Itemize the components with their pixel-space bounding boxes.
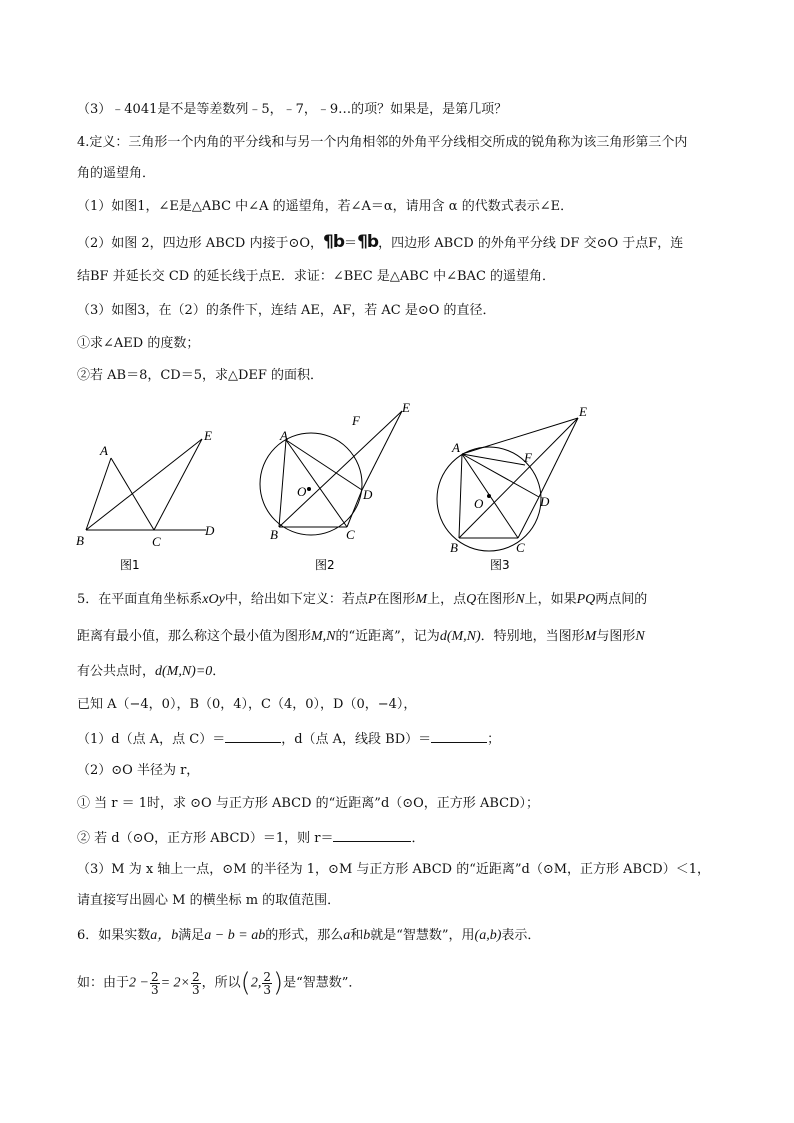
problem4-part3-1: ①求∠AED 的度数； — [77, 336, 200, 351]
frac-denominator: 3 — [192, 982, 200, 997]
fig2-caption: 图2 — [315, 558, 335, 572]
p5-math-p: P — [367, 592, 377, 607]
p5-math-m: M — [584, 629, 597, 644]
p5-text: ； — [487, 732, 501, 747]
p5-text: 在图形 — [476, 592, 516, 607]
fig2-circle — [260, 433, 362, 535]
frac-numerator: 2 — [150, 969, 159, 984]
geometry-figures — [62, 396, 622, 576]
p5-math-xoy: xOy — [202, 592, 225, 607]
fig1-caption: 图1 — [120, 558, 140, 572]
p5-text: 在图形 — [376, 592, 416, 607]
p5-text: 上，点 — [427, 592, 467, 607]
p5-math-n: N — [515, 592, 525, 607]
p5-text: 两点间的 — [595, 592, 648, 607]
p5-text: ． — [212, 664, 226, 679]
figure-3 — [432, 396, 612, 576]
p6-text: 就是“智慧数”，用 — [370, 928, 475, 943]
fig3-label-a: A — [452, 440, 460, 455]
p5-math-q: Q — [466, 592, 477, 607]
figure-1 — [62, 396, 232, 576]
p6-text: 6．如果实数 — [77, 928, 151, 943]
problem5-part2: （2）⊙O 半径为 r， — [77, 763, 200, 778]
problem3-part3: （3）﹣4041是不是等差数列﹣5，﹣7，﹣9…的项？如果是，是第几项？ — [77, 102, 508, 117]
fig2-line-ad — [286, 440, 362, 490]
fig2-label-c: C — [346, 527, 355, 542]
fig2-label-e: E — [402, 400, 410, 415]
frac-numerator: 2 — [263, 969, 271, 984]
fraction-two-thirds — [150, 971, 160, 996]
figure-2 — [257, 396, 437, 576]
problem4-part3: （3）如图3，在（2）的条件下，连结 AE，AF，若 AC 是⊙O 的直径． — [77, 303, 496, 318]
frac-numerator: 2 — [192, 969, 200, 984]
p5-text: （1）d（点 A，点 C）＝ — [77, 732, 226, 747]
problem4-part2-text-b: ，四边形 ABCD 的外角平分线 DF 交⊙O 于点F，连 — [378, 236, 684, 251]
equals-sign: ＝ — [344, 236, 358, 251]
p5-text: 距离有最小值，那么称这个最小值为图形 — [77, 629, 312, 644]
frac-denominator: 3 — [263, 982, 271, 997]
fig3-label-c: C — [516, 540, 525, 555]
p5-math-n: N — [635, 629, 645, 644]
problem5-part2-2 — [77, 829, 734, 847]
problem5-part3-line2: 请直接写出圆心 M 的横坐标 m 的取值范围． — [77, 893, 341, 908]
fig2-line-ac — [286, 440, 347, 527]
fraction-two-thirds — [191, 971, 201, 996]
fig3-label-e: E — [579, 404, 587, 419]
p6-math-b: b — [363, 928, 371, 943]
problem4-part2-line1 — [77, 234, 734, 252]
p6-text: 和 — [350, 928, 364, 943]
p5-text: 5．在平面直角坐标系 — [77, 592, 203, 607]
arc-symbol-2: ¶b — [357, 232, 379, 252]
problem5-part1 — [77, 730, 734, 748]
left-paren: ( — [240, 968, 251, 998]
fig2-line-be — [279, 411, 402, 527]
frac-denominator: 3 — [150, 982, 159, 997]
p6-math: = 2× — [160, 975, 191, 991]
fig2-center-dot — [307, 487, 311, 491]
p5-text: ② 若 d（⊙O，正方形 ABCD）＝1，则 r＝ — [77, 831, 334, 846]
p5-math-m: M — [415, 592, 428, 607]
fig1-label-a: A — [100, 443, 108, 458]
p6-math-expr: a − b = ab — [204, 928, 266, 943]
p6-text: 是“智慧数”． — [283, 975, 362, 991]
p5-text: 与图形 — [596, 629, 636, 644]
fig1-label-c: C — [152, 534, 161, 549]
p6-math-pair: (a,b) — [474, 928, 502, 943]
p6-text: ，所以 — [201, 975, 241, 991]
fig3-label-d: D — [540, 494, 550, 509]
fig1-label-d: D — [205, 523, 215, 538]
p5-math-dmn: d(M,N) — [439, 629, 481, 644]
fig1-line-ba — [86, 458, 111, 530]
p5-text: 中，给出如下定义：若点 — [224, 592, 368, 607]
problem4-part2-text-a: （2）如图 2，四边形 ABCD 内接于⊙O， — [77, 236, 324, 251]
p6-math: 2 − — [129, 975, 149, 991]
problem6-line1 — [77, 928, 734, 944]
problem5-line2 — [77, 629, 734, 645]
right-paren: ) — [272, 968, 284, 998]
answer-blank-2[interactable] — [431, 730, 487, 743]
p5-text: ，d（点 A，线段 BD）＝ — [281, 732, 432, 747]
p5-text: 的“近距离”，记为 — [335, 629, 440, 644]
p5-text: ． — [411, 831, 425, 846]
fig3-line-ab — [459, 454, 462, 538]
problem4-definition-line1: 4.定义：三角形一个内角的平分线和与另一个内角相邻的外角平分线相交所成的锐角称为该三角形第三个内 — [77, 135, 688, 150]
problem6-example — [77, 966, 734, 1001]
fig3-label-f: F — [524, 450, 532, 465]
p6-text: 的形式，那么 — [265, 928, 344, 943]
p6-text: 如：由于 — [77, 975, 130, 991]
answer-blank-1[interactable] — [225, 730, 281, 743]
fig2-line-ab — [279, 440, 286, 527]
p5-math-dmn0: d(M,N)=0 — [155, 664, 213, 679]
problem4-part3-2: ②若 AB＝8，CD＝5，求△DEF 的面积． — [77, 368, 324, 383]
arc-symbol-1: ¶b — [323, 232, 345, 252]
fig3-label-b: B — [450, 540, 458, 555]
fig3-center-dot — [487, 494, 491, 498]
problem5-given: 已知 A（−4，0），B（0，4），C（4，0），D（0，−4）， — [77, 697, 417, 712]
fig1-label-e: E — [204, 428, 212, 443]
fig3-line-cd — [518, 497, 539, 538]
p6-text: 表示． — [501, 928, 541, 943]
fraction-two-thirds — [262, 971, 272, 996]
p5-math-mn: M,N — [311, 629, 336, 644]
fig2-label-o: O — [297, 484, 307, 499]
fig3-caption: 图3 — [490, 558, 510, 572]
fig2-label-b: B — [270, 527, 278, 542]
p6-text: 满足 — [178, 928, 205, 943]
problem4-definition-line2: 角的遥望角． — [77, 166, 156, 181]
fig1-label-b: B — [76, 533, 84, 548]
problem5-part2-1: ① 当 r ＝ 1时，求 ⊙O 与正方形 ABCD 的“近距离”d（⊙O，正方形 ABCD）； — [77, 796, 539, 811]
fig3-line-de — [539, 418, 578, 497]
problem5-line1 — [77, 592, 734, 608]
p6-math: 2, — [250, 975, 262, 991]
problem4-part2-line2: 结BF 并延长交 CD 的延长线于点E．求证：∠BEC 是△ABC 中∠BAC 的遥望角． — [77, 269, 556, 284]
problem5-part3-line1: （3）M 为 x 轴上一点，⊙M 的半径为 1，⊙M 与正方形 ABCD 的“近距离”d（⊙M，正方形 ABCD）＜1， — [77, 862, 710, 877]
fig1-line-ce — [154, 439, 202, 530]
p5-text: 上，如果 — [524, 592, 577, 607]
p6-math-a: a — [343, 928, 351, 943]
fig2-line-de — [362, 411, 402, 490]
fig2-line-cd — [347, 490, 362, 527]
p5-math-pq: PQ — [576, 592, 596, 607]
problem5-line3 — [77, 664, 734, 680]
p5-text: ．特别地，当图形 — [480, 629, 585, 644]
fig2-label-d: D — [363, 487, 373, 502]
p5-text: 有公共点时， — [77, 664, 156, 679]
fig2-label-f: F — [352, 413, 360, 428]
problem4-part1: （1）如图1，∠E是△ABC 中∠A 的遥望角，若∠A＝α，请用含 α 的代数式表示∠E． — [77, 199, 574, 214]
answer-blank-3[interactable] — [333, 829, 411, 842]
fig2-label-a: A — [280, 428, 288, 443]
p6-math-ab: a，b — [150, 928, 179, 943]
fig3-label-o: O — [474, 496, 484, 511]
